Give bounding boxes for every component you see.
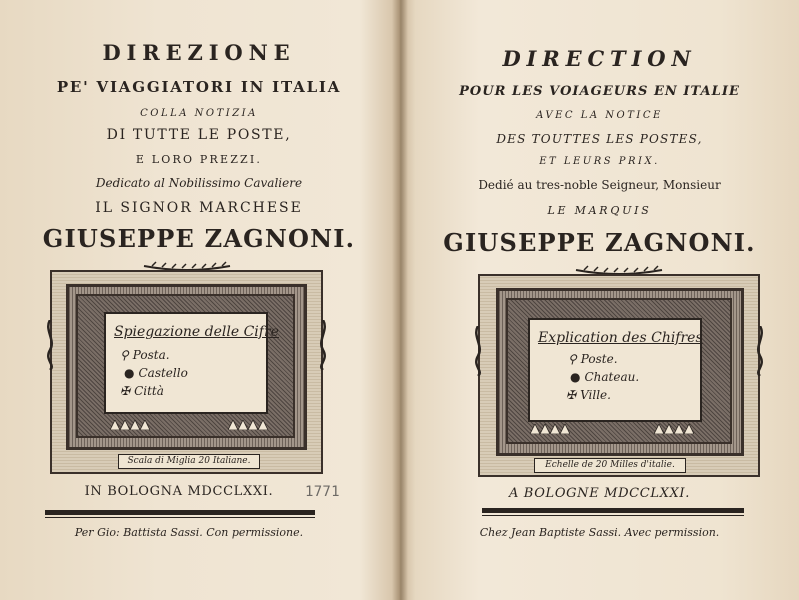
right-title: DIRECTION bbox=[502, 46, 697, 71]
left-side-garland-right-icon bbox=[317, 320, 329, 370]
right-cartouche bbox=[478, 262, 760, 477]
right-printer: Chez Jean Baptiste Sassi. Avec permission. bbox=[479, 526, 720, 539]
left-page bbox=[0, 0, 398, 600]
right-rule bbox=[482, 508, 744, 513]
left-side-garland-icon bbox=[44, 320, 56, 370]
left-line4: DI TUTTE LE POSTE, bbox=[106, 127, 292, 143]
left-legend-box bbox=[104, 312, 279, 414]
right-scale-strip: Echelle de 20 Milles d'italie. bbox=[534, 458, 686, 473]
right-line5: ET LEURS PRIX. bbox=[539, 156, 660, 167]
right-side-garland-icon bbox=[472, 326, 484, 376]
left-rule bbox=[45, 510, 315, 515]
left-honorific: IL SIGNOR MARCHESE bbox=[95, 200, 303, 216]
right-legend-box bbox=[528, 318, 702, 422]
left-printer: Per Gio: Battista Sassi. Con permissione. bbox=[74, 526, 304, 539]
right-imprint: A BOLOGNE MDCCLXXI. bbox=[508, 486, 691, 501]
right-triangle-ornament-right-icon bbox=[654, 424, 694, 434]
right-line4: DES TOUTTES LES POSTES, bbox=[496, 132, 703, 146]
left-legend-castle: ● Castello bbox=[124, 366, 188, 380]
left-line5: E LORO PREZZI. bbox=[135, 153, 263, 166]
left-scale-strip: Scala di Miglia 20 Italiane. bbox=[118, 454, 260, 469]
post-marker-icon: ⚲ bbox=[120, 348, 129, 362]
left-subtitle: PE' VIAGGIATORI IN ITALIA bbox=[56, 78, 342, 96]
right-legend-post: ⚲ Poste. bbox=[568, 352, 618, 366]
right-page bbox=[400, 0, 799, 600]
left-handwritten-note: 1771 bbox=[305, 484, 340, 500]
post-marker-icon: ⚲ bbox=[568, 352, 577, 366]
right-honorific: LE MARQUIS bbox=[547, 204, 652, 217]
castle-dot-icon: ● bbox=[570, 370, 581, 384]
left-legend-city: ✠ Città bbox=[120, 384, 164, 398]
right-name: GIUSEPPE ZAGNONI. bbox=[443, 228, 756, 257]
right-dedication: Dedié au tres-noble Seigneur, Monsieur bbox=[478, 178, 721, 192]
left-dedication: Dedicato al Nobilissimo Cavaliere bbox=[95, 176, 303, 190]
right-triangle-ornament-icon bbox=[530, 424, 570, 434]
city-star-icon: ✠ bbox=[566, 388, 577, 402]
left-cartouche bbox=[50, 262, 323, 474]
right-legend-castle: ● Chateau. bbox=[570, 370, 640, 384]
right-side-garland-right-icon bbox=[754, 326, 766, 376]
left-imprint: IN BOLOGNA MDCCLXXI. bbox=[84, 484, 274, 499]
left-legend-post: ⚲ Posta. bbox=[120, 348, 170, 362]
city-star-icon: ✠ bbox=[120, 384, 131, 398]
right-legend-city: ✠ Ville. bbox=[566, 388, 611, 402]
left-triangle-ornament-icon bbox=[110, 420, 150, 430]
right-legend-title: Explication des Chifres bbox=[538, 330, 703, 346]
left-triangle-ornament-right-icon bbox=[228, 420, 268, 430]
right-line3: AVEC LA NOTICE bbox=[536, 110, 663, 121]
right-subtitle: POUR LES VOIAGEURS EN ITALIE bbox=[459, 84, 740, 99]
left-legend-title: Spiegazione delle Cifre bbox=[114, 324, 279, 340]
castle-dot-icon: ● bbox=[124, 366, 135, 380]
left-title: DIREZIONE bbox=[102, 40, 296, 65]
left-name: GIUSEPPE ZAGNONI. bbox=[42, 224, 356, 253]
left-line3: COLLA NOTIZIA bbox=[140, 108, 258, 119]
